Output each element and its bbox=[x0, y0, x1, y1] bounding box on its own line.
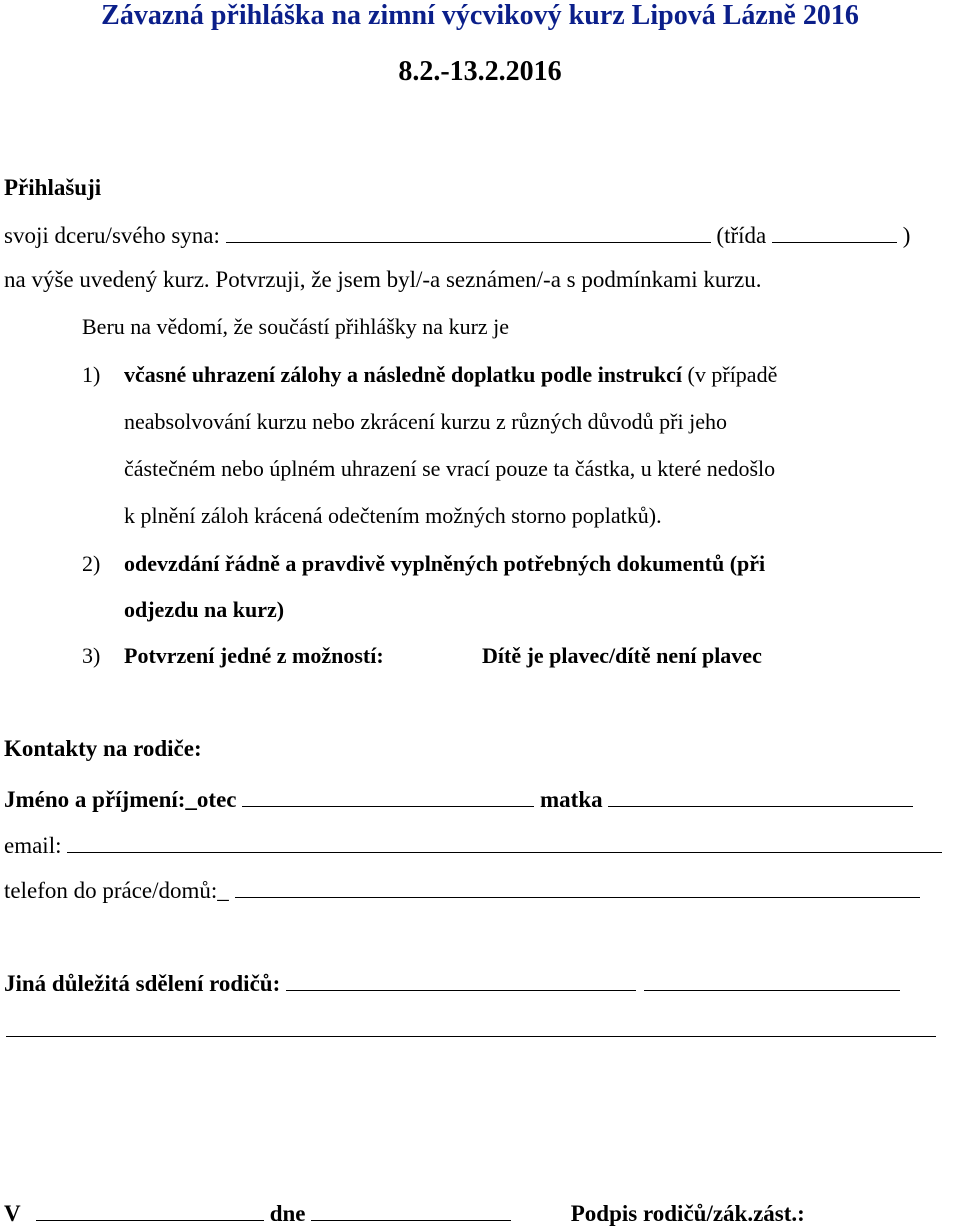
class-label: (třída bbox=[716, 223, 767, 248]
email-field[interactable] bbox=[67, 830, 942, 853]
item2-line2: odjezdu na kurz) bbox=[124, 597, 285, 622]
phone-label: telefon do práce/domů:_ bbox=[4, 878, 229, 903]
course-dates: 8.2.-13.2.2016 bbox=[398, 56, 562, 87]
phone-row bbox=[4, 875, 920, 905]
parents-name-row bbox=[4, 784, 913, 814]
child-row bbox=[4, 220, 910, 250]
condition-item-3 bbox=[82, 643, 384, 669]
other-notes-line[interactable] bbox=[6, 1036, 936, 1037]
place-field[interactable] bbox=[36, 1198, 264, 1221]
swimmer-options[interactable]: Dítě je plavec/dítě není plavec bbox=[482, 643, 762, 668]
other-notes-heading: Jiná důležitá sdělení rodičů: bbox=[4, 971, 281, 996]
father-name-field[interactable] bbox=[242, 784, 534, 807]
item1-line3: částečném nebo úplném uhrazení se vrací pouze ta částka, u které nedošlo bbox=[124, 456, 776, 481]
place-label: V bbox=[4, 1201, 21, 1226]
date-field[interactable] bbox=[311, 1198, 511, 1221]
item-number: 3) bbox=[82, 643, 101, 668]
condition-item-2 bbox=[82, 551, 765, 577]
mother-name-field[interactable] bbox=[608, 784, 913, 807]
confirm-text: na výše uvedený kurz. Potvrzuji, že jsem byl/-a seznámen/-a s podmínkami kurzu. bbox=[4, 267, 762, 292]
phone-field[interactable] bbox=[235, 875, 920, 898]
date-label: dne bbox=[269, 1201, 306, 1226]
condition-item-1 bbox=[82, 362, 777, 388]
mother-label: matka bbox=[540, 787, 603, 812]
item3-label: Potvrzení jedné z možností: bbox=[124, 643, 384, 668]
child-name-field[interactable] bbox=[226, 220, 711, 243]
item1-rest: (v případě bbox=[682, 362, 778, 387]
item1-line2: neabsolvování kurzu nebo zkrácení kurzu z různých důvodů při jeho bbox=[124, 409, 727, 434]
signature-row bbox=[4, 1198, 805, 1228]
conditions-lead: Beru na vědomí, že součástí přihlášky na kurz je bbox=[82, 314, 510, 339]
class-close: ) bbox=[902, 223, 911, 248]
signature-label: Podpis rodičů/zák.zást.: bbox=[570, 1201, 805, 1226]
page-title: Závazná přihláška na zimní výcvikový kurz Lipová Lázně 2016 bbox=[101, 0, 859, 31]
item-number: 2) bbox=[82, 551, 101, 576]
other-notes-field[interactable] bbox=[286, 968, 636, 991]
email-row bbox=[4, 830, 942, 860]
contacts-heading: Kontakty na rodiče: bbox=[4, 736, 202, 761]
other-notes-row bbox=[4, 968, 900, 998]
email-label: email: bbox=[4, 833, 62, 858]
item1-line4: k plnění záloh krácená odečtením možných storno poplatků). bbox=[124, 503, 662, 528]
item-number: 1) bbox=[82, 362, 101, 387]
child-label: svoji dceru/svého syna: bbox=[4, 223, 220, 248]
class-field[interactable] bbox=[772, 220, 897, 243]
father-label: Jméno a příjmení:_otec bbox=[4, 787, 237, 812]
intro-heading: Přihlašuji bbox=[4, 175, 102, 200]
item1-bold: včasné uhrazení zálohy a následně doplatku podle instrukcí bbox=[124, 362, 683, 387]
other-notes-field-2[interactable] bbox=[644, 968, 900, 991]
item2-line1: odevzdání řádně a pravdivě vyplněných potřebných dokumentů (při bbox=[124, 551, 766, 576]
